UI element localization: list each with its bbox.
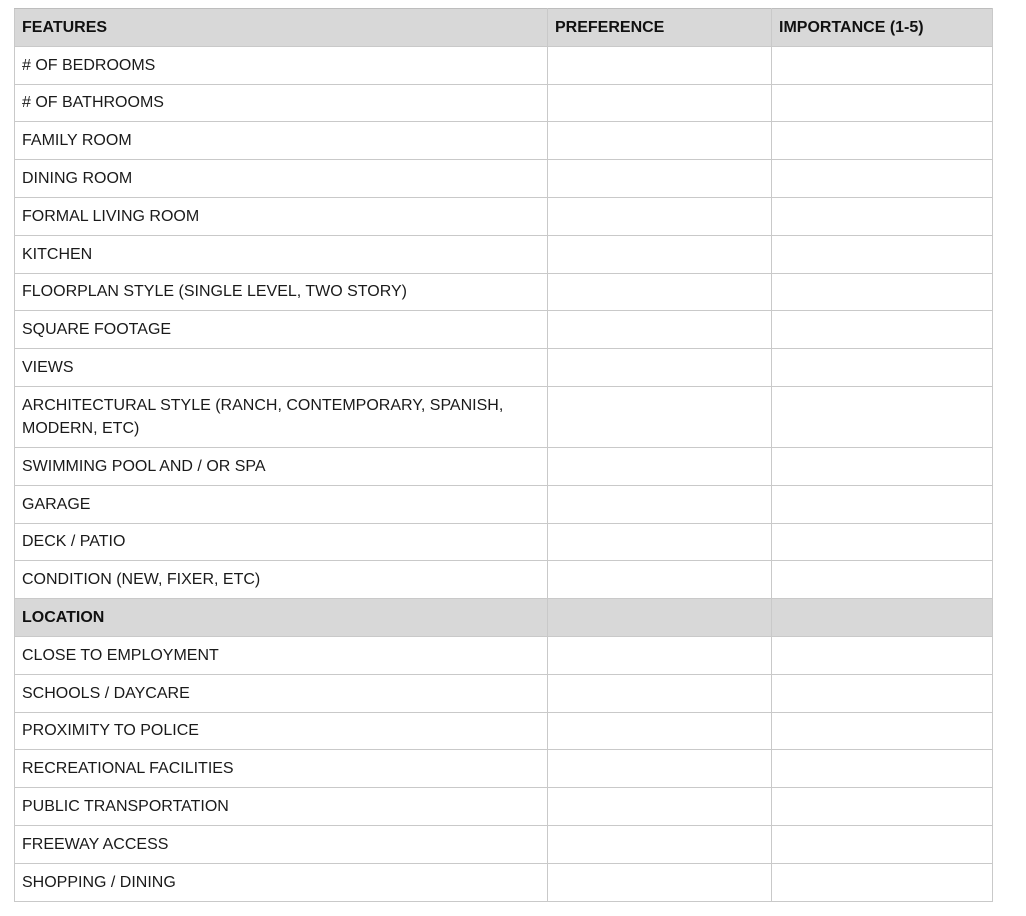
- importance-cell[interactable]: [772, 160, 993, 198]
- preference-cell[interactable]: [548, 863, 772, 901]
- section-header-cell: [548, 599, 772, 637]
- preference-cell[interactable]: [548, 788, 772, 826]
- preference-cell[interactable]: [548, 636, 772, 674]
- importance-cell[interactable]: [772, 386, 993, 447]
- location-label: SCHOOLS / DAYCARE: [15, 674, 548, 712]
- importance-cell[interactable]: [772, 197, 993, 235]
- importance-cell[interactable]: [772, 674, 993, 712]
- importance-cell[interactable]: [772, 863, 993, 901]
- preference-cell[interactable]: [548, 349, 772, 387]
- feature-label: SQUARE FOOTAGE: [15, 311, 548, 349]
- table-row: [15, 712, 993, 750]
- preference-cell[interactable]: [548, 197, 772, 235]
- importance-cell[interactable]: [772, 523, 993, 561]
- importance-cell[interactable]: [772, 447, 993, 485]
- feature-label: CONDITION (NEW, FIXER, ETC): [15, 561, 548, 599]
- table-row: [15, 160, 993, 198]
- preference-cell[interactable]: [548, 825, 772, 863]
- preference-cell[interactable]: [548, 485, 772, 523]
- preference-cell[interactable]: [548, 712, 772, 750]
- table-row: [15, 636, 993, 674]
- feature-label: VIEWS: [15, 349, 548, 387]
- importance-cell[interactable]: [772, 636, 993, 674]
- table-row: [15, 561, 993, 599]
- table-row: [15, 46, 993, 84]
- preference-cell[interactable]: [548, 46, 772, 84]
- importance-cell[interactable]: [772, 84, 993, 122]
- location-label: PROXIMITY TO POLICE: [15, 712, 548, 750]
- importance-cell[interactable]: [772, 46, 993, 84]
- importance-cell[interactable]: [772, 788, 993, 826]
- importance-cell[interactable]: [772, 273, 993, 311]
- preference-cell[interactable]: [548, 750, 772, 788]
- feature-label: FLOORPLAN STYLE (SINGLE LEVEL, TWO STORY): [15, 273, 548, 311]
- table-row: [15, 122, 993, 160]
- table-row: [15, 197, 993, 235]
- preference-cell[interactable]: [548, 160, 772, 198]
- feature-label: KITCHEN: [15, 235, 548, 273]
- preference-cell[interactable]: [548, 273, 772, 311]
- preference-cell[interactable]: [548, 84, 772, 122]
- importance-cell[interactable]: [772, 712, 993, 750]
- table-row: [15, 485, 993, 523]
- importance-cell[interactable]: [772, 235, 993, 273]
- location-label: PUBLIC TRANSPORTATION: [15, 788, 548, 826]
- table-row: [15, 311, 993, 349]
- table-row: [15, 523, 993, 561]
- feature-label: GARAGE: [15, 485, 548, 523]
- feature-label: SWIMMING POOL AND / OR SPA: [15, 447, 548, 485]
- preference-cell[interactable]: [548, 674, 772, 712]
- table-row: [15, 863, 993, 901]
- importance-cell[interactable]: [772, 349, 993, 387]
- preference-cell[interactable]: [548, 447, 772, 485]
- feature-label: DECK / PATIO: [15, 523, 548, 561]
- importance-cell[interactable]: [772, 311, 993, 349]
- table-row: [15, 235, 993, 273]
- table-row: [15, 349, 993, 387]
- location-label: RECREATIONAL FACILITIES: [15, 750, 548, 788]
- feature-label: # OF BATHROOMS: [15, 84, 548, 122]
- feature-label: ARCHITECTURAL STYLE (RANCH, CONTEMPORARY, SPANISH, MODERN, ETC): [15, 386, 548, 447]
- features-column-header: FEATURES: [15, 9, 548, 47]
- table-row: [15, 788, 993, 826]
- preference-cell[interactable]: [548, 122, 772, 160]
- importance-column-header: IMPORTANCE (1-5): [772, 9, 993, 47]
- preference-cell[interactable]: [548, 386, 772, 447]
- table-row: [15, 447, 993, 485]
- location-section-title: LOCATION: [15, 599, 548, 637]
- feature-label: DINING ROOM: [15, 160, 548, 198]
- preference-cell[interactable]: [548, 235, 772, 273]
- location-label: FREEWAY ACCESS: [15, 825, 548, 863]
- importance-cell[interactable]: [772, 561, 993, 599]
- preference-cell[interactable]: [548, 523, 772, 561]
- feature-label: FORMAL LIVING ROOM: [15, 197, 548, 235]
- table-row: [15, 825, 993, 863]
- importance-cell[interactable]: [772, 825, 993, 863]
- table-row: [15, 273, 993, 311]
- location-label: SHOPPING / DINING: [15, 863, 548, 901]
- importance-cell[interactable]: [772, 485, 993, 523]
- importance-cell[interactable]: [772, 122, 993, 160]
- feature-label: FAMILY ROOM: [15, 122, 548, 160]
- preference-cell[interactable]: [548, 561, 772, 599]
- table-row: [15, 674, 993, 712]
- table-row: [15, 386, 993, 447]
- importance-cell[interactable]: [772, 750, 993, 788]
- table-row: [15, 750, 993, 788]
- location-section-header: [15, 599, 993, 637]
- location-label: CLOSE TO EMPLOYMENT: [15, 636, 548, 674]
- preference-cell[interactable]: [548, 311, 772, 349]
- table-header-row: [15, 9, 993, 47]
- table-row: [15, 84, 993, 122]
- preferences-table: [14, 8, 993, 902]
- section-header-cell: [772, 599, 993, 637]
- feature-label: # OF BEDROOMS: [15, 46, 548, 84]
- preference-column-header: PREFERENCE: [548, 9, 772, 47]
